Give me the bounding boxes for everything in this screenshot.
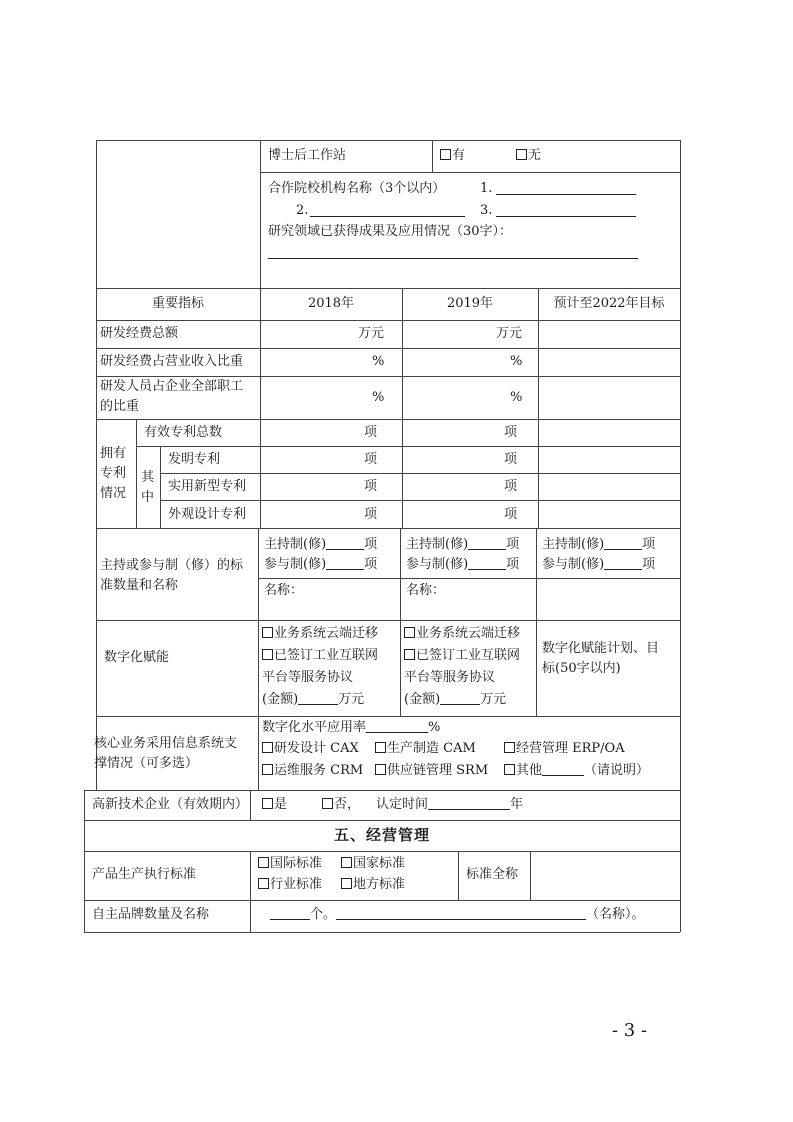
postdoc-no-option[interactable]: 无 [516,147,541,165]
core-cam-option[interactable]: 生产制造 CAM [375,740,476,758]
input-line[interactable] [604,537,642,550]
rd-total-2019-unit: 万元 [496,326,523,341]
standards-host-2018: 主持制(修) 项 [264,537,378,552]
digital-plan-label-1: 数字化赋能计划、目 [542,641,660,656]
table-line [84,900,680,901]
table-line [160,500,680,501]
rd-ratio-2018-unit: % [372,354,385,369]
hightech-label: 高新技术企业（有效期内） [92,797,249,812]
digital-plan-label-2: 标(50字以内) [542,661,621,676]
rd-total-2018-unit: 万元 [358,326,385,341]
table-line [250,790,251,820]
table-line [458,851,459,900]
table-line [258,528,259,790]
patent-sub-label-2: 中 [141,490,155,505]
standards-host-2022: 主持制(修) 项 [542,537,656,552]
checkbox[interactable] [375,742,386,753]
patent-invent-label: 发明专利 [168,452,221,467]
standards-join-2019: 参与制(修) 项 [406,557,520,572]
coop-number-3: 3. [480,203,493,218]
input-line[interactable] [326,537,364,550]
checkbox[interactable] [262,627,273,638]
input-line[interactable] [468,537,506,550]
table-line [530,851,531,900]
core-srm-option[interactable]: 供应链管理 SRM [375,762,488,780]
patent-group-label-1: 拥有 [100,446,127,461]
research-field[interactable] [268,258,638,259]
checkbox[interactable] [504,742,515,753]
standard-fullname-label: 标准全称 [466,867,519,882]
table-line [84,932,680,933]
checkbox[interactable] [516,149,527,160]
table-line [96,140,97,790]
checkbox[interactable] [341,878,352,889]
postdoc-yes-option[interactable]: 有 [440,147,465,165]
checkbox[interactable] [262,798,273,809]
exec-standard-label: 产品生产执行标准 [92,867,197,882]
core-cax-option[interactable]: 研发设计 CAX [262,740,359,758]
patent-sub-label-1: 其 [141,470,155,485]
digital-2019-opt2[interactable]: 已签订工业互联网 [404,647,520,665]
table-line [84,790,680,791]
patent-invent-2018-unit: 项 [364,452,378,467]
checkbox[interactable] [341,857,352,868]
checkbox[interactable] [504,764,515,775]
patent-design-label: 外观设计专利 [168,507,247,522]
input-line[interactable] [336,907,586,920]
standards-name-2018: 名称： [264,583,304,598]
standards-name-2019: 名称： [406,583,446,598]
digital-2018-opt2-cont: 平台等服务协议 [262,670,354,685]
patent-utility-label: 实用新型专利 [168,479,247,494]
input-line[interactable] [428,797,510,810]
digital-2019-amount: (金额) 万元 [404,692,507,707]
coop-label: 合作院校机构名称（3个以内） [268,181,446,196]
std-industry-option[interactable]: 行业标准 [258,876,322,894]
table-line [260,140,261,528]
input-line[interactable] [440,692,480,705]
table-line [160,446,161,528]
table-line [260,172,680,173]
table-line [96,376,680,377]
table-line [96,140,680,141]
table-line [96,348,680,349]
checkbox[interactable] [258,878,269,889]
hightech-no-option[interactable]: 否， [322,796,360,814]
table-line [96,716,680,717]
table-line [96,288,680,289]
table-line [84,851,680,852]
core-other-option[interactable]: 其他 （请说明） [504,762,649,780]
checkbox[interactable] [375,764,386,775]
table-line [136,419,137,528]
coop-field-1[interactable] [496,194,636,195]
table-line [96,620,680,621]
table-line [96,320,680,321]
standards-join-2022: 参与制(修) 项 [542,557,656,572]
checkbox[interactable] [404,627,415,638]
std-national-option[interactable]: 国家标准 [341,855,405,873]
patent-group-label-3: 情况 [100,486,127,501]
research-label: 研究领域已获得成果及应用情况（30字）： [268,224,513,239]
standards-label-line2: 准数量和名称 [100,578,179,593]
digital-2019-opt1[interactable]: 业务系统云端迁移 [404,625,520,643]
input-line[interactable] [326,557,364,570]
table-line [432,140,433,172]
coop-field-3[interactable] [496,216,636,217]
checkbox[interactable] [262,764,273,775]
table-line [136,446,680,447]
core-label-line1: 核心业务采用信息系统支 [94,736,238,751]
patent-utility-2018-unit: 项 [364,479,378,494]
checkbox[interactable] [258,857,269,868]
staff-ratio-label-line2: 的比重 [100,399,140,414]
table-line [96,528,680,529]
coop-field-2[interactable] [310,216,465,217]
table-line [84,790,85,932]
core-erp-option[interactable]: 经营管理 ERP/OA [504,740,625,758]
patent-design-2018-unit: 项 [364,507,378,522]
patent-design-2019-unit: 项 [504,507,518,522]
table-line [538,288,539,528]
core-rate: 数字化水平应用率 % [262,720,441,735]
std-intl-option[interactable]: 国际标准 [258,855,322,873]
core-crm-option[interactable]: 运维服务 CRM [262,762,363,780]
table-line [250,851,251,932]
patent-utility-2019-unit: 项 [504,479,518,494]
patent-invent-2019-unit: 项 [504,452,518,467]
standards-label-line1: 主持或参与制（修）的标 [100,558,244,573]
staff-ratio-2019-unit: % [510,390,523,405]
header-2019: 2019年 [446,296,494,311]
patent-group-label-2: 专利 [100,466,127,481]
digital-2018-opt2[interactable]: 已签订工业互联网 [262,647,378,665]
header-target-2022: 预计至2022年目标 [553,296,665,311]
rd-total-label: 研发经费总额 [100,326,179,341]
header-2018: 2018年 [307,296,355,311]
input-line[interactable] [366,720,428,733]
postdoc-label: 博士后工作站 [268,148,347,163]
rd-ratio-label: 研发经费占营业收入比重 [100,354,244,369]
table-line [96,419,680,420]
staff-ratio-2018-unit: % [372,390,385,405]
page-number: - 3 - [612,1020,648,1041]
checkbox[interactable] [322,798,333,809]
table-line [258,578,680,579]
input-line[interactable] [542,763,584,776]
checkbox[interactable] [404,649,415,660]
hightech-yes-option[interactable]: 是 [262,796,287,814]
table-line [84,820,680,821]
digital-2019-opt2-cont: 平台等服务协议 [404,670,496,685]
coop-number-1: 1. [480,181,493,196]
checkbox[interactable] [262,649,273,660]
standards-join-2018: 参与制(修) 项 [264,557,378,572]
hightech-time: 认定时间 年 [376,797,524,812]
brand-label: 自主品牌数量及名称 [92,907,210,922]
input-line[interactable] [270,907,310,920]
core-label-line2: 撑情况（可多选） [94,756,199,771]
rd-ratio-2019-unit: % [510,354,523,369]
staff-ratio-label-line1: 研发人员占企业全部职工 [100,379,244,394]
patent-total-label: 有效专利总数 [144,425,223,440]
input-line[interactable] [468,557,506,570]
patent-total-2018-unit: 项 [364,425,378,440]
digital-2018-amount: (金额) 万元 [262,692,365,707]
coop-number-2: 2. [296,203,309,218]
table-line [680,140,681,932]
digital-label: 数字化赋能 [104,650,170,665]
table-line [160,473,680,474]
checkbox[interactable] [262,742,273,753]
section-title: 五、经营管理 [333,826,430,844]
table-line [536,528,537,716]
input-line[interactable] [298,692,338,705]
table-line [402,288,403,528]
brand-fields: 个。 （名称）。 [270,906,645,924]
table-line [400,528,401,716]
patent-total-2019-unit: 项 [504,425,518,440]
input-line[interactable] [604,557,642,570]
header-indicator: 重要指标 [151,296,204,311]
checkbox[interactable] [440,149,451,160]
std-local-option[interactable]: 地方标准 [341,876,405,894]
digital-2018-opt1[interactable]: 业务系统云端迁移 [262,625,378,643]
standards-host-2019: 主持制(修) 项 [406,537,520,552]
